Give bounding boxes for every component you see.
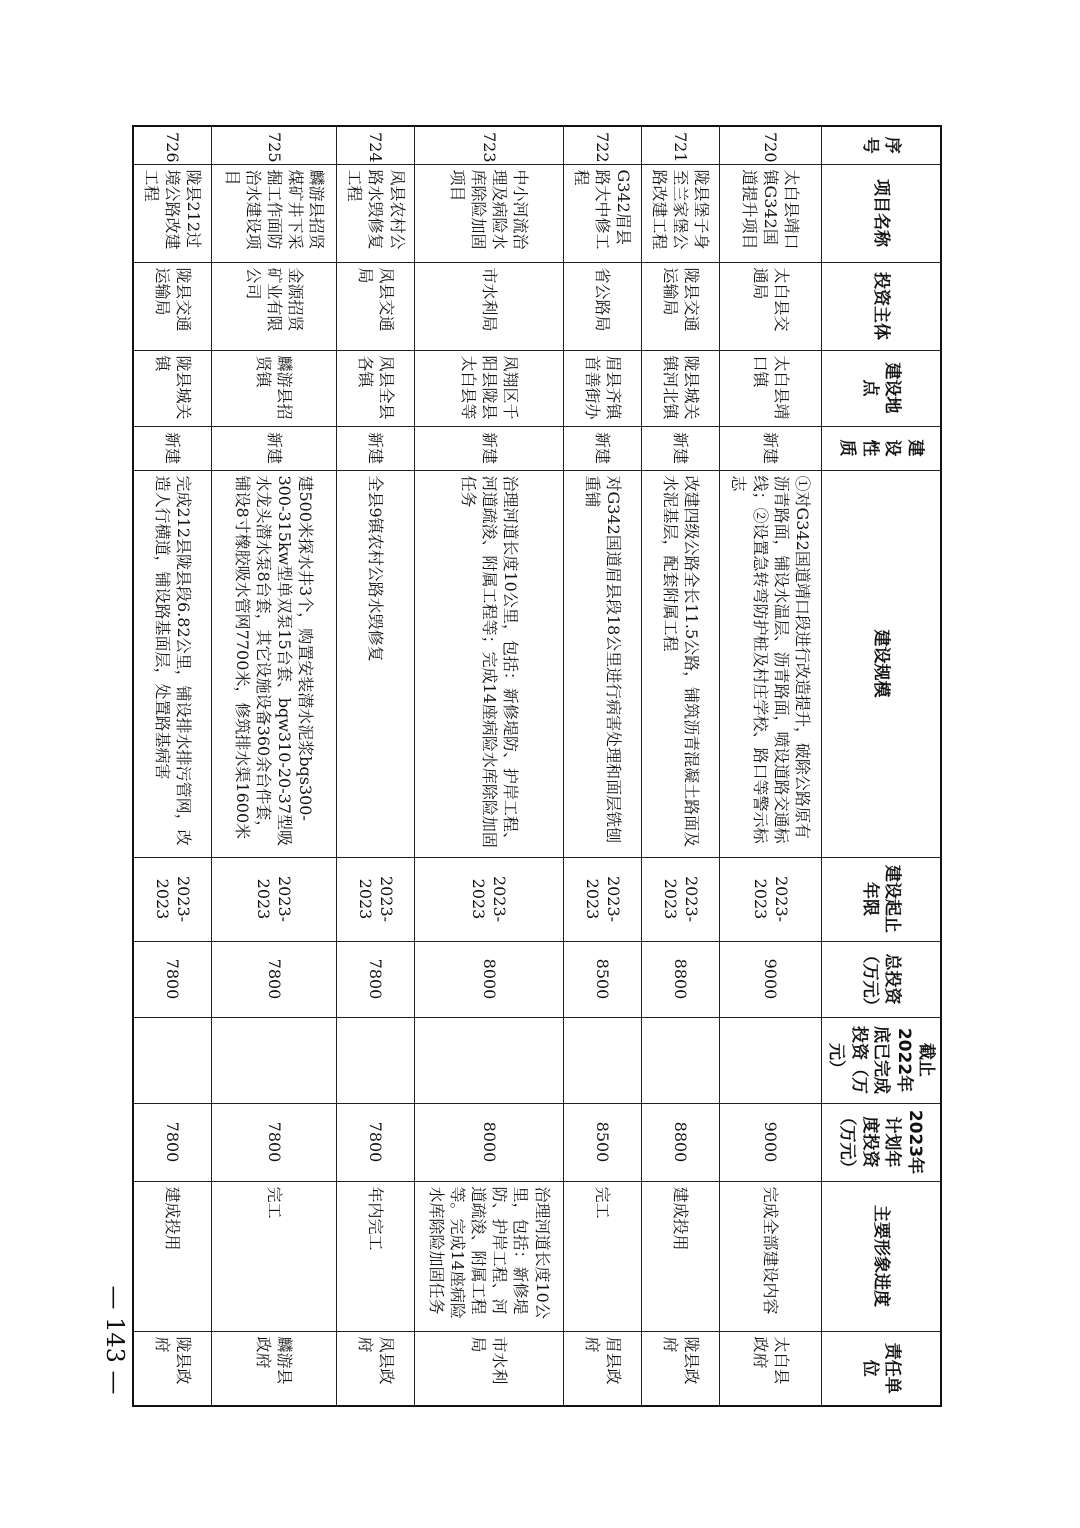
project-table — [132, 125, 942, 1407]
cell-investor: 陇县交通运输局 — [642, 262, 720, 350]
header-location: 建设地点 — [821, 350, 941, 426]
cell-no: 726 — [133, 126, 212, 164]
cell-no: 724 — [337, 126, 415, 164]
cell-name: 凤县农村公路水毁修复工程 — [337, 164, 415, 262]
cell-done — [720, 1017, 822, 1103]
cell-period: 2023-2023 — [720, 857, 822, 941]
cell-unit: 陇县政府 — [133, 1331, 212, 1406]
cell-nature: 新建 — [642, 426, 720, 470]
cell-investor: 市水利局 — [415, 262, 564, 350]
cell-plan: 8500 — [563, 1103, 641, 1181]
table-header-row — [821, 126, 941, 1406]
header-progress: 主要形象进度 — [821, 1181, 941, 1331]
cell-location: 陇县城关镇 — [133, 350, 212, 426]
cell-total: 8000 — [415, 941, 564, 1017]
cell-total: 8800 — [642, 941, 720, 1017]
cell-location: 麟游县招贤镇 — [212, 350, 337, 426]
cell-nature: 新建 — [563, 426, 641, 470]
cell-done — [212, 1017, 337, 1103]
cell-plan: 8000 — [415, 1103, 564, 1181]
cell-nature: 新建 — [337, 426, 415, 470]
cell-progress: 完成全部建设内容 — [720, 1181, 822, 1331]
cell-scale: 改建四级公路全长11.5公路，铺筑沥青混凝土路面及水泥基层，配套附属工程 — [642, 470, 720, 857]
header-period: 建设起止年限 — [821, 857, 941, 941]
cell-nature: 新建 — [212, 426, 337, 470]
table-row — [133, 126, 212, 1406]
cell-name: 太白县靖口镇G342国道提升项目 — [720, 164, 822, 262]
cell-total: 8500 — [563, 941, 641, 1017]
page-number — [85, 1285, 145, 1395]
cell-done — [642, 1017, 720, 1103]
cell-period: 2023-2023 — [133, 857, 212, 941]
cell-name: 陇县堡子身至兰家堡公路改建工程 — [642, 164, 720, 262]
header-total: 总投资（万元） — [821, 941, 941, 1017]
cell-progress: 建成投用 — [642, 1181, 720, 1331]
header-scale: 建设规模 — [821, 470, 941, 857]
rotated-table-area — [132, 125, 942, 1405]
cell-total: 7800 — [133, 941, 212, 1017]
header-investor: 投资主体 — [821, 262, 941, 350]
header-unit: 责任单位 — [821, 1331, 941, 1406]
cell-nature: 新建 — [415, 426, 564, 470]
cell-nature: 新建 — [720, 426, 822, 470]
cell-done — [337, 1017, 415, 1103]
cell-unit: 市水利局 — [415, 1331, 564, 1406]
cell-nature: 新建 — [133, 426, 212, 470]
cell-name: 陇县212过境公路改建工程 — [133, 164, 212, 262]
cell-scale: 治理河道长度10公里，包括：新修堤防、护岸工程、河道疏浚、附属工程等；完成14座病险水库除险加固任务 — [415, 470, 564, 857]
cell-progress: 治理河道长度10公里，包括：新修堤防、护岸工程、河道疏浚、附属工程等。完成14座病险水库除险加固任务 — [415, 1181, 564, 1331]
table-container — [132, 125, 942, 1405]
cell-scale: 建500米探水井3个，购置安装潜水泥浆bqs300-300-315kw型单双泵15台套、bqw310-20-37型吸水龙头潜水泵8台套，其它设施设备360余台件套，铺设8寸橡胶吸水管网7700米，修筑排水渠1600米 — [212, 470, 337, 857]
table-row — [720, 126, 822, 1406]
cell-location: 眉县齐镇首善街办 — [563, 350, 641, 426]
cell-no: 720 — [720, 126, 822, 164]
table-row — [642, 126, 720, 1406]
cell-investor: 太白县交通局 — [720, 262, 822, 350]
page-number-text: — 143 — — [101, 1285, 129, 1395]
table-row — [415, 126, 564, 1406]
cell-period: 2023-2023 — [563, 857, 641, 941]
cell-progress: 完工 — [563, 1181, 641, 1331]
cell-unit: 眉县政府 — [563, 1331, 641, 1406]
cell-period: 2023-2023 — [415, 857, 564, 941]
cell-location: 太白县靖口镇 — [720, 350, 822, 426]
cell-location: 凤翔区千阳县陇县太白县等 — [415, 350, 564, 426]
cell-no: 725 — [212, 126, 337, 164]
cell-unit: 陇县政府 — [642, 1331, 720, 1406]
header-no: 序号 — [821, 126, 941, 164]
cell-name: G342眉县路大中修工程 — [563, 164, 641, 262]
cell-name: 中小河流治理及病险水库除险加固项目 — [415, 164, 564, 262]
cell-progress: 建成投用 — [133, 1181, 212, 1331]
cell-location: 凤县全县各镇 — [337, 350, 415, 426]
cell-plan: 7800 — [133, 1103, 212, 1181]
header-plan: 2023年计划年度投资（万元） — [821, 1103, 941, 1181]
cell-total: 9000 — [720, 941, 822, 1017]
cell-scale: 全县9镇农村公路水毁修复 — [337, 470, 415, 857]
cell-location: 陇县城关镇河北镇 — [642, 350, 720, 426]
cell-done — [133, 1017, 212, 1103]
cell-unit: 太白县政府 — [720, 1331, 822, 1406]
cell-plan: 9000 — [720, 1103, 822, 1181]
table-row — [337, 126, 415, 1406]
cell-investor: 凤县交通局 — [337, 262, 415, 350]
table-row — [212, 126, 337, 1406]
cell-plan: 7800 — [212, 1103, 337, 1181]
cell-no: 721 — [642, 126, 720, 164]
cell-done — [563, 1017, 641, 1103]
cell-plan: 8800 — [642, 1103, 720, 1181]
cell-period: 2023-2023 — [212, 857, 337, 941]
table-row — [563, 126, 641, 1406]
cell-investor: 陇县交通运输局 — [133, 262, 212, 350]
cell-unit: 麟游县政府 — [212, 1331, 337, 1406]
cell-progress: 完工 — [212, 1181, 337, 1331]
cell-period: 2023-2023 — [337, 857, 415, 941]
cell-done — [415, 1017, 564, 1103]
cell-progress: 年内完工 — [337, 1181, 415, 1331]
cell-period: 2023-2023 — [642, 857, 720, 941]
cell-total: 7800 — [212, 941, 337, 1017]
cell-scale: 完成212县陇县段6.82公里，铺设排水排污管网，改造人行横道，铺设路基面层，处置路基病害 — [133, 470, 212, 857]
cell-scale: 对G342国道眉县段18公里进行病害处理和面层铣刨重铺 — [563, 470, 641, 857]
cell-total: 7800 — [337, 941, 415, 1017]
header-done: 截止2022年底已完成投资（万元） — [821, 1017, 941, 1103]
cell-scale: ①对G342国道靖口段进行改造提升，破除公路原有沥青路面，铺设水温层、沥青路面，喷设道路交通标线；②设置急转弯防护桩及村庄学校、路口等警示标志 — [720, 470, 822, 857]
cell-no: 722 — [563, 126, 641, 164]
cell-name: 麟游县招贤煤矿井下采掘工作面防治水建设项目 — [212, 164, 337, 262]
cell-no: 723 — [415, 126, 564, 164]
cell-plan: 7800 — [337, 1103, 415, 1181]
cell-unit: 凤县政府 — [337, 1331, 415, 1406]
header-nature: 建设性质 — [821, 426, 941, 470]
cell-investor: 金源招贤矿业有限公司 — [212, 262, 337, 350]
header-name: 项目名称 — [821, 164, 941, 262]
cell-investor: 省公路局 — [563, 262, 641, 350]
